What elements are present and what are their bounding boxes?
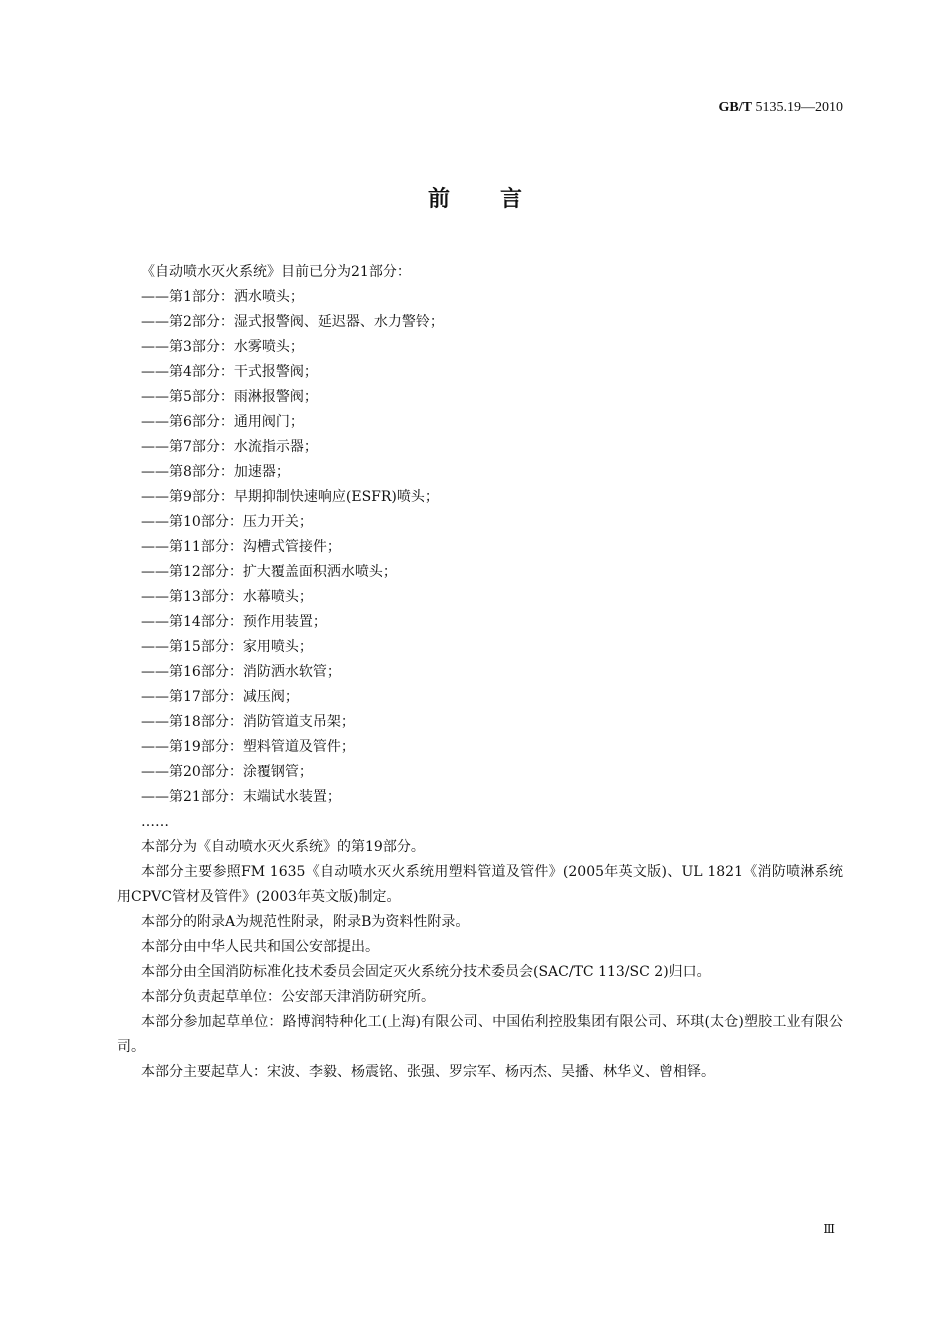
paragraph: 本部分的附录A为规范性附录，附录B为资料性附录。	[141, 914, 470, 930]
list-item: ——第9部分：早期抑制快速响应(ESFR)喷头；	[141, 489, 439, 505]
list-item: ——第18部分：消防管道支吊架；	[141, 714, 355, 730]
paragraph: 本部分主要参照FM 1635《自动喷水灭火系统用塑料管道及管件》(2005年英文版)、UL 1821《消防喷淋系统用CPVC管材及管件》(2003年英文版)制定。	[117, 864, 843, 905]
document-body	[117, 260, 843, 1085]
list-item: ——第4部分：干式报警阀；	[141, 364, 318, 380]
list-item: ——第19部分：塑料管道及管件；	[141, 739, 355, 755]
standard-code	[719, 100, 843, 116]
page-title: 前言	[427, 187, 572, 212]
list-item: ——第20部分：涂覆钢管；	[141, 764, 313, 780]
paragraph: 本部分参加起草单位：路博润特种化工(上海)有限公司、中国佑利控股集团有限公司、环琪(太仓)塑胶工业有限公司。	[117, 1014, 843, 1055]
code-number: 5135.19—2010	[752, 100, 843, 115]
list-item: ——第3部分：水雾喷头；	[141, 339, 304, 355]
paragraph: 本部分为《自动喷水灭火系统》的第19部分。	[141, 839, 425, 855]
list-item: ——第15部分：家用喷头；	[141, 639, 313, 655]
paragraph: 本部分负责起草单位：公安部天津消防研究所。	[141, 989, 435, 1005]
list-item: ——第7部分：水流指示器；	[141, 439, 318, 455]
parts-list	[117, 285, 843, 810]
list-item: ——第10部分：压力开关；	[141, 514, 313, 530]
list-item: ——第2部分：湿式报警阀、延迟器、水力警铃；	[141, 314, 444, 330]
list-item: ——第21部分：末端试水装置；	[141, 789, 341, 805]
ellipsis: ……	[141, 814, 169, 830]
paragraph: 本部分由中华人民共和国公安部提出。	[141, 939, 379, 955]
page-number: Ⅲ	[823, 1222, 835, 1236]
list-item: ——第13部分：水幕喷头；	[141, 589, 313, 605]
paragraphs	[117, 835, 843, 1085]
paragraph: 本部分主要起草人：宋波、李毅、杨震铭、张强、罗宗军、杨丙杰、吴播、林华义、曾相铎。	[141, 1064, 715, 1080]
code-prefix: GB/T	[718, 100, 752, 115]
list-item: ——第12部分：扩大覆盖面积洒水喷头；	[141, 564, 397, 580]
intro-paragraph: 《自动喷水灭火系统》目前已分为21部分：	[141, 264, 411, 280]
list-item: ——第14部分：预作用装置；	[141, 614, 327, 630]
list-item: ——第17部分：减压阀；	[141, 689, 299, 705]
list-item: ——第5部分：雨淋报警阀；	[141, 389, 318, 405]
list-item: ——第1部分：洒水喷头；	[141, 289, 304, 305]
list-item: ——第8部分：加速器；	[141, 464, 290, 480]
paragraph: 本部分由全国消防标准化技术委员会固定灭火系统分技术委员会(SAC/TC 113/SC 2)归口。	[141, 964, 711, 980]
list-item: ——第16部分：消防洒水软管；	[141, 664, 341, 680]
list-item: ——第11部分：沟槽式管接件；	[141, 539, 341, 555]
list-item: ——第6部分：通用阀门；	[141, 414, 304, 430]
